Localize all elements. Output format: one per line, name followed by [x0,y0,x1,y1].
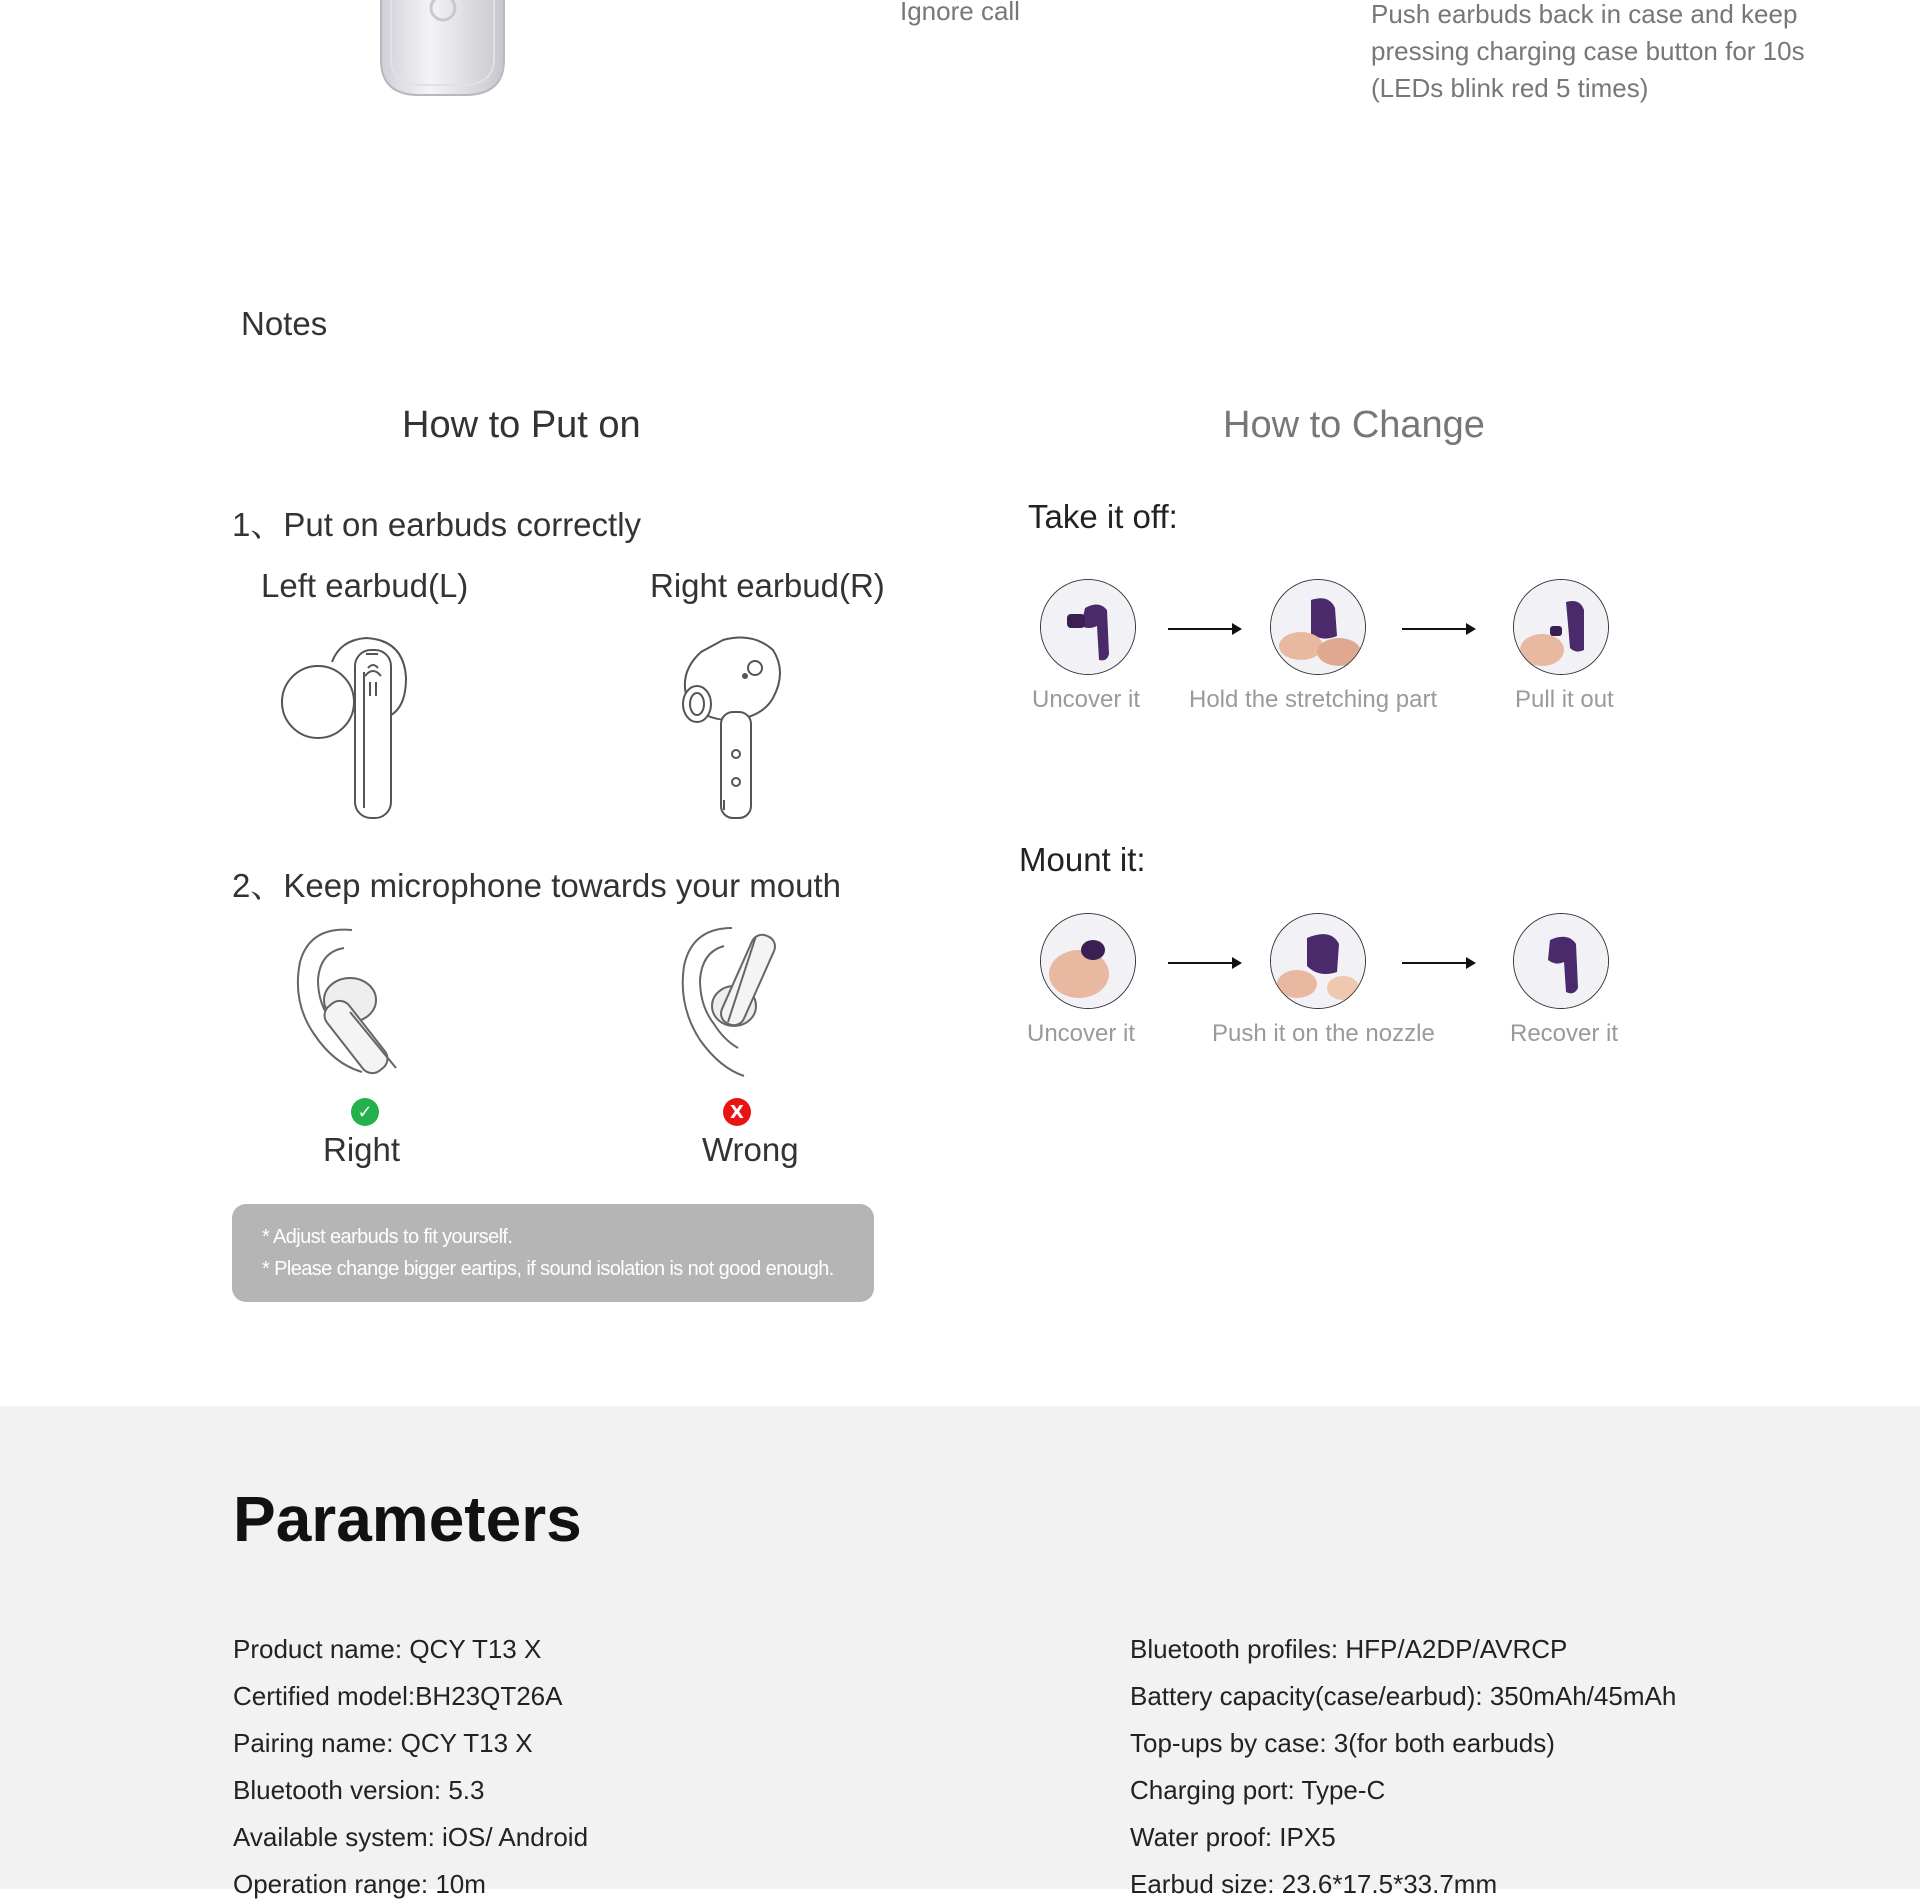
take-off-caption: Hold the stretching part [1189,686,1438,713]
correct-wearing-drawing [292,922,417,1080]
step-1: 1、Put on earbuds correctly [232,506,642,543]
right-earbud-drawing [673,632,803,822]
mount-heading: Mount it: [1019,841,1146,878]
mount-caption: Uncover it [1027,1020,1136,1047]
param-item: Top-ups by case: 3(for both earbuds) [1130,1728,1555,1758]
reset-line: Push earbuds back in case and keep [1371,0,1798,29]
put-on-title: How to Put on [402,404,641,446]
param-item: Pairing name: QCY T13 X [233,1728,533,1758]
param-item: Earbud size: 23.6*17.5*33.7mm [1130,1869,1498,1899]
checkmark-icon: ✓ [351,1098,379,1126]
reset-line: (LEDs blink red 5 times) [1371,73,1649,103]
uncover-photo [1040,579,1136,675]
wrong-wearing-drawing [678,922,788,1080]
param-item: Product name: QCY T13 X [233,1634,542,1664]
param-item: Bluetooth profiles: HFP/A2DP/AVRCP [1130,1634,1568,1664]
param-item: Charging port: Type-C [1130,1775,1386,1805]
arrow-icon [1402,628,1474,630]
param-item: Operation range: 10m [233,1869,486,1899]
right-earbud-label: Right earbud(R) [650,567,885,604]
reset-instructions [1371,0,1831,107]
take-off-caption: Uncover it [1032,686,1141,713]
take-off-heading: Take it off: [1028,498,1178,535]
reset-line: pressing charging case button for 10s [1371,36,1805,66]
param-item: Battery capacity(case/earbud): 350mAh/45mAh [1130,1681,1677,1711]
notes-title: Notes [241,305,328,342]
param-item: Water proof: IPX5 [1130,1822,1336,1852]
mount-caption: Recover it [1510,1020,1619,1047]
change-title: How to Change [1223,404,1485,446]
pull-out-photo [1513,579,1609,675]
push-nozzle-photo [1270,913,1366,1009]
left-earbud-label: Left earbud(L) [261,567,469,604]
wrong-label: Wrong [702,1131,799,1168]
right-label: Right [323,1131,401,1168]
recover-photo [1513,913,1609,1009]
tip-line: * Please change bigger eartips, if sound isolation is not good enough. [262,1258,834,1280]
left-earbud-drawing [280,632,410,822]
hold-photo [1270,579,1366,675]
arrow-icon [1168,962,1240,964]
ignore-call-text: Ignore call [900,0,1020,26]
parameters-title: Parameters [233,1483,582,1555]
tips-box [232,1204,874,1302]
step-2: 2、Keep microphone towards your mouth [232,867,841,904]
tip-line: * Adjust earbuds to fit yourself. [262,1226,513,1248]
param-item: Available system: iOS/ Android [233,1822,589,1852]
arrow-icon [1168,628,1240,630]
param-item: Certified model:BH23QT26A [233,1681,563,1711]
charging-case-image [375,0,510,97]
arrow-icon [1402,962,1474,964]
take-off-caption: Pull it out [1515,686,1614,713]
uncover-eartip-photo [1040,913,1136,1009]
cross-icon: X [723,1098,751,1126]
param-item: Bluetooth version: 5.3 [233,1775,485,1805]
mount-caption: Push it on the nozzle [1212,1020,1435,1047]
